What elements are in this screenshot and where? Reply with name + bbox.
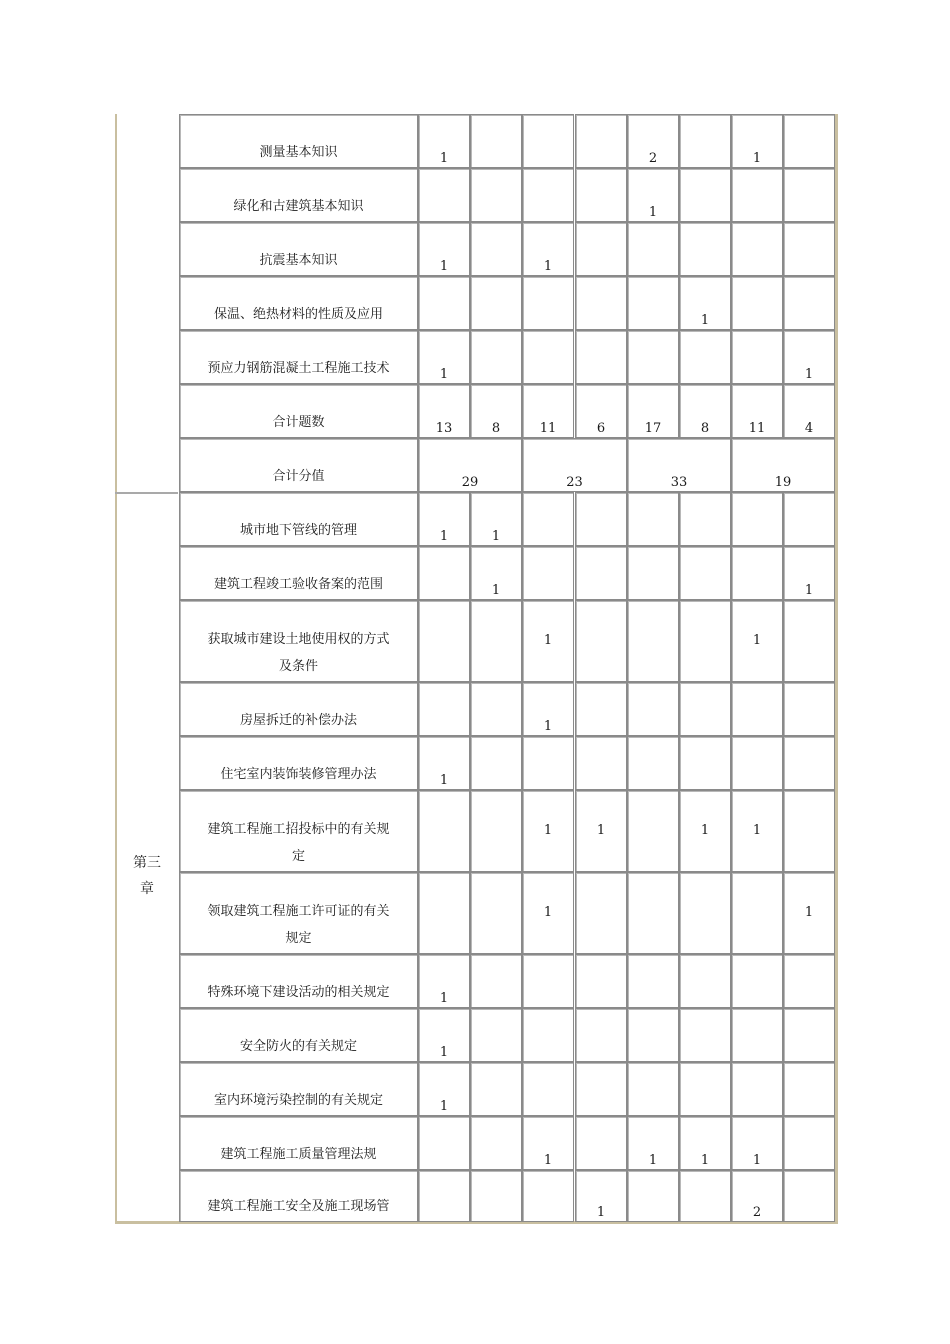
value-cell <box>522 954 574 1008</box>
value-cell <box>783 1116 835 1170</box>
value-cell <box>679 1062 731 1116</box>
value-text: 1 <box>439 1099 449 1114</box>
value-cell <box>679 168 731 222</box>
value-cell <box>731 546 783 600</box>
value-text: 1 <box>439 151 449 166</box>
value-text: 1 <box>700 313 710 328</box>
value-text: 1 <box>700 1153 710 1168</box>
value-cell <box>470 222 522 276</box>
chapter-label: 第三 章 <box>133 855 161 897</box>
value-cell <box>783 790 835 872</box>
value-cell <box>627 954 679 1008</box>
topic-label: 房屋拆迁的补偿办法 <box>239 713 357 728</box>
value-cell <box>783 1008 835 1062</box>
topic-label: 特殊环境下建设活动的相关规定 <box>207 985 390 1000</box>
value-cell <box>731 1062 783 1116</box>
topic-label: 建筑工程施工安全及施工现场管 <box>207 1199 390 1214</box>
value-text: 1 <box>543 259 553 274</box>
value-cell <box>522 492 574 546</box>
value-cell <box>575 736 627 790</box>
value-cell <box>522 1062 574 1116</box>
value-cell <box>470 872 522 954</box>
value-cell <box>575 1062 627 1116</box>
value-cell <box>575 276 627 330</box>
value-cell <box>679 872 731 954</box>
value-cell <box>783 168 835 222</box>
value-text: 1 <box>439 529 449 544</box>
value-text: 1 <box>752 1153 762 1168</box>
value-cell <box>522 1170 574 1222</box>
value-text: 1 <box>804 583 814 598</box>
value-cell <box>627 222 679 276</box>
value-cell <box>575 222 627 276</box>
value-cell <box>627 1008 679 1062</box>
value-cell <box>470 1008 522 1062</box>
value-cell <box>627 790 679 872</box>
total-score-value: 23 <box>566 475 583 490</box>
value-cell <box>679 600 731 682</box>
topic-label: 安全防火的有关规定 <box>239 1039 357 1054</box>
value-text: 1 <box>439 259 449 274</box>
value-cell <box>783 492 835 546</box>
value-cell <box>731 492 783 546</box>
value-cell <box>627 682 679 736</box>
value-cell <box>522 546 574 600</box>
total-score-value: 29 <box>461 475 479 490</box>
value-cell <box>418 600 470 682</box>
value-cell <box>575 114 627 168</box>
topic-label: 建筑工程竣工验收备案的范围 <box>213 577 383 592</box>
value-cell <box>783 954 835 1008</box>
value-text: 6 <box>596 421 606 436</box>
value-text: 2 <box>752 1205 762 1220</box>
value-cell <box>783 276 835 330</box>
value-text: 1 <box>752 151 762 166</box>
value-cell <box>522 1008 574 1062</box>
value-cell <box>575 168 627 222</box>
value-cell <box>575 546 627 600</box>
table-frame-left <box>115 114 117 1224</box>
topic-label: 住宅室内装饰装修管理办法 <box>220 767 377 782</box>
value-cell <box>731 168 783 222</box>
value-text: 1 <box>804 367 814 382</box>
value-cell <box>418 872 470 954</box>
value-cell <box>731 1008 783 1062</box>
value-text: 1 <box>439 773 449 788</box>
value-cell <box>627 492 679 546</box>
value-cell <box>627 1062 679 1116</box>
value-text: 1 <box>491 583 501 598</box>
value-text: 1 <box>491 529 501 544</box>
value-cell <box>731 330 783 384</box>
value-cell <box>470 790 522 872</box>
value-cell <box>418 546 470 600</box>
value-text: 8 <box>700 421 710 436</box>
value-text: 1 <box>543 1153 553 1168</box>
value-cell <box>470 736 522 790</box>
value-cell <box>783 736 835 790</box>
value-cell <box>679 1008 731 1062</box>
value-cell <box>470 114 522 168</box>
value-text: 1 <box>648 1153 658 1168</box>
value-cell <box>418 682 470 736</box>
value-cell <box>783 682 835 736</box>
value-cell <box>575 330 627 384</box>
value-cell <box>418 1116 470 1170</box>
topic-label: 预应力钢筋混凝土工程施工技术 <box>207 361 390 376</box>
value-cell <box>679 682 731 736</box>
value-cell <box>522 114 574 168</box>
value-text: 8 <box>491 421 501 436</box>
value-cell <box>418 1170 470 1222</box>
value-text: 1 <box>596 823 606 838</box>
value-cell <box>783 600 835 682</box>
value-text: 2 <box>648 151 658 166</box>
value-cell <box>731 736 783 790</box>
value-cell <box>679 492 731 546</box>
topic-label: 测量基本知识 <box>259 145 338 160</box>
value-cell <box>470 276 522 330</box>
value-cell <box>783 222 835 276</box>
total-score-value: 19 <box>774 475 792 490</box>
value-cell <box>679 736 731 790</box>
topic-label: 获取城市建设土地使用权的方式 及条件 <box>207 632 390 674</box>
value-cell <box>522 276 574 330</box>
topic-label: 绿化和古建筑基本知识 <box>233 199 364 214</box>
value-cell <box>679 222 731 276</box>
topic-label: 建筑工程施工招投标中的有关规 定 <box>207 822 390 864</box>
value-cell <box>679 114 731 168</box>
value-text: 1 <box>700 823 710 838</box>
value-cell <box>470 1170 522 1222</box>
value-cell <box>679 330 731 384</box>
value-cell <box>679 546 731 600</box>
value-cell <box>783 1170 835 1222</box>
value-text: 11 <box>748 421 766 436</box>
value-cell <box>627 546 679 600</box>
value-cell <box>731 222 783 276</box>
value-cell <box>627 736 679 790</box>
value-text: 4 <box>804 421 814 436</box>
total-score-value: 33 <box>670 475 688 490</box>
value-cell <box>783 1062 835 1116</box>
value-cell <box>575 954 627 1008</box>
value-cell <box>522 330 574 384</box>
value-cell <box>470 330 522 384</box>
value-cell <box>731 276 783 330</box>
topic-label: 抗震基本知识 <box>259 253 338 268</box>
value-text: 1 <box>752 823 762 838</box>
value-cell <box>470 1062 522 1116</box>
value-text: 11 <box>539 421 557 436</box>
value-cell <box>522 736 574 790</box>
topic-label: 保温、绝热材料的性质及应用 <box>213 307 383 322</box>
value-cell <box>470 1116 522 1170</box>
value-text: 13 <box>435 421 453 436</box>
value-cell <box>418 790 470 872</box>
value-cell <box>679 954 731 1008</box>
value-text: 1 <box>439 367 449 382</box>
value-cell <box>470 168 522 222</box>
topic-label: 领取建筑工程施工许可证的有关 规定 <box>207 904 390 946</box>
value-cell <box>731 954 783 1008</box>
topic-label: 城市地下管线的管理 <box>239 523 357 538</box>
topic-label: 合计分值 <box>272 469 325 484</box>
value-cell <box>627 330 679 384</box>
value-cell <box>522 168 574 222</box>
value-cell <box>470 600 522 682</box>
value-text: 1 <box>439 1045 449 1060</box>
topic-label: 合计题数 <box>272 415 325 430</box>
value-cell <box>470 682 522 736</box>
value-cell <box>575 1116 627 1170</box>
value-cell <box>627 600 679 682</box>
value-text: 17 <box>644 421 662 436</box>
topic-label: 室内环境污染控制的有关规定 <box>213 1093 383 1108</box>
value-cell <box>627 276 679 330</box>
value-cell <box>470 954 522 1008</box>
value-cell <box>418 168 470 222</box>
value-cell <box>731 872 783 954</box>
topic-label: 建筑工程施工质量管理法规 <box>220 1147 377 1162</box>
value-text: 1 <box>439 991 449 1006</box>
value-text: 1 <box>752 633 762 648</box>
value-cell <box>575 682 627 736</box>
value-cell <box>575 1008 627 1062</box>
value-cell <box>575 600 627 682</box>
value-cell <box>627 1170 679 1222</box>
value-text: 1 <box>543 633 553 648</box>
value-text: 1 <box>648 205 658 220</box>
table-frame-right <box>835 114 838 1224</box>
value-cell <box>575 492 627 546</box>
value-text: 1 <box>596 1205 606 1220</box>
value-text: 1 <box>543 719 553 734</box>
value-cell <box>627 872 679 954</box>
chapter-separator <box>115 492 178 494</box>
value-cell <box>418 276 470 330</box>
value-cell <box>783 114 835 168</box>
value-cell <box>575 872 627 954</box>
value-cell <box>679 1170 731 1222</box>
value-text: 1 <box>543 823 553 838</box>
value-cell <box>731 682 783 736</box>
value-text: 1 <box>804 905 814 920</box>
value-text: 1 <box>543 905 553 920</box>
